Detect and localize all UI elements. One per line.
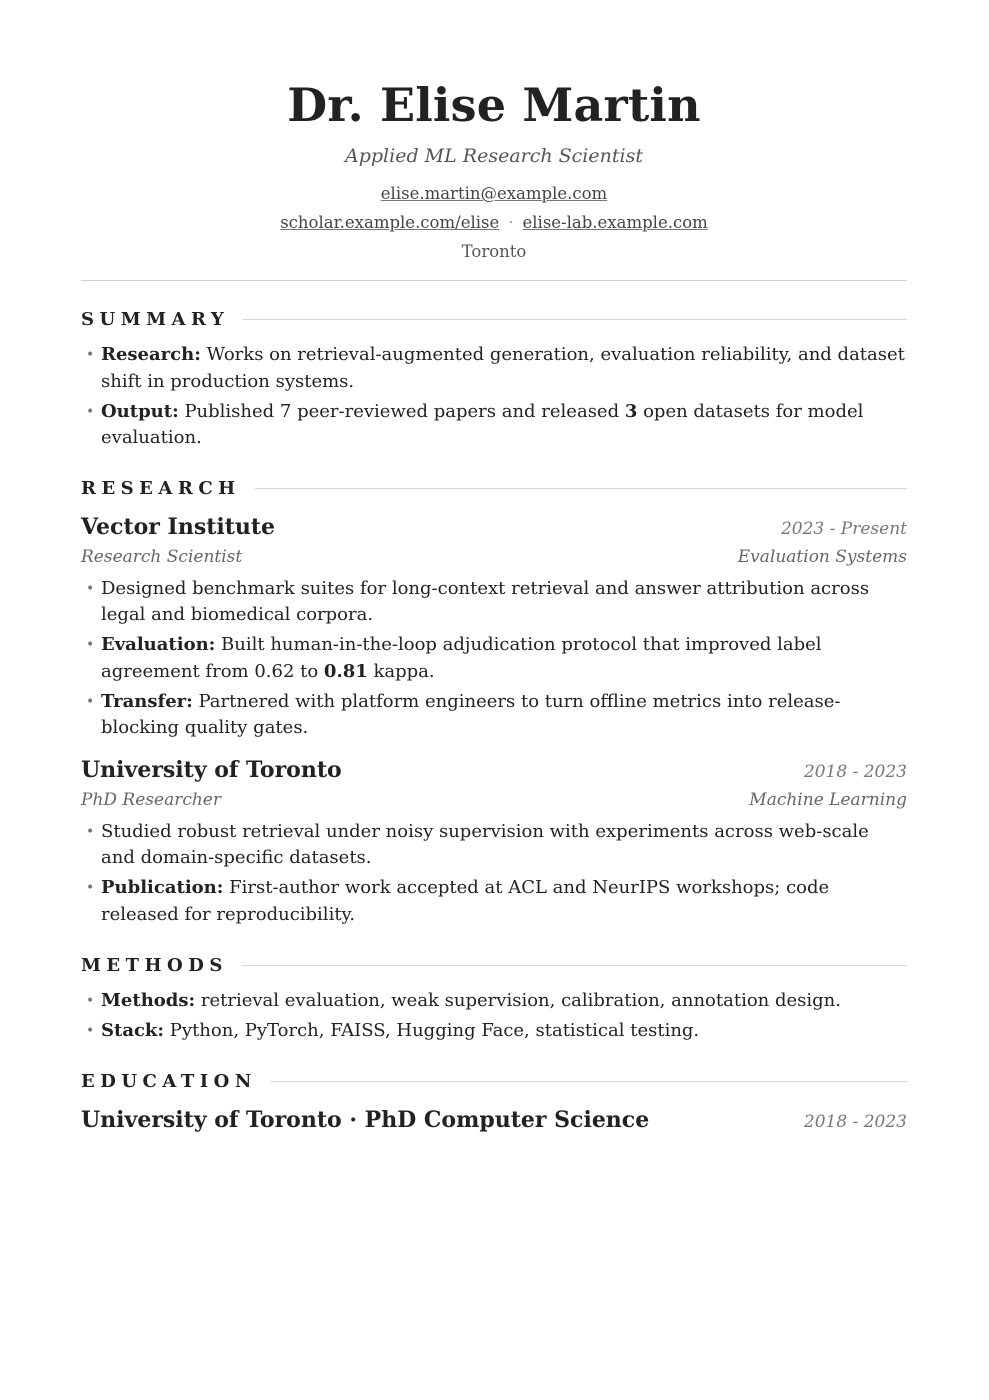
research-heading (81, 477, 907, 501)
summary-list (81, 342, 907, 452)
methods-list (81, 988, 907, 1045)
item-text: open datasets for model evaluation. (101, 400, 864, 448)
item-label: Publication: (101, 877, 224, 898)
list-item (81, 988, 907, 1015)
organization: University of Toronto (81, 756, 342, 783)
entry-dates: 2023 - Present (780, 518, 907, 539)
list-item (81, 632, 907, 685)
item-text: First-author work accepted at ACL and NeurIPS workshops; code released for reproducibility. (101, 877, 830, 925)
lab-site-link[interactable]: elise-lab.example.com (522, 213, 708, 232)
bullet-icon: • (86, 637, 95, 653)
item-highlight: 0.81 (323, 660, 368, 682)
education-entry (81, 1106, 907, 1134)
degree: University of Toronto · PhD Computer Science (81, 1106, 650, 1133)
role: PhD Researcher (81, 789, 221, 810)
section-title: METHODS (81, 954, 228, 976)
item-label: Methods: (101, 990, 196, 1011)
focus-area: Machine Learning (749, 789, 907, 810)
item-text: Designed benchmark suites for long-context retrieval and answer attribution across legal and biomedical corpora. (101, 577, 870, 625)
item-text: Python, PyTorch, FAISS, Hugging Face, statistical testing. (164, 1020, 700, 1041)
bullet-icon: • (86, 1023, 95, 1039)
list-item (81, 342, 907, 395)
item-label: Output: (101, 400, 179, 422)
item-text: Partnered with platform engineers to turn offline metrics into release-blocking quality gates. (101, 690, 841, 738)
list-item (81, 576, 907, 629)
entry-subheader (81, 788, 907, 812)
section-title: SUMMARY (81, 308, 230, 330)
item-label: Stack: (101, 1020, 165, 1041)
item-text: Built human-in-the-loop adjudication protocol that improved label agreement from 0.62 to (101, 634, 822, 682)
item-label: Transfer: (101, 690, 193, 712)
candidate-title: Applied ML Research Scientist (345, 145, 643, 167)
list-item (81, 875, 907, 928)
email-link[interactable]: elise.martin@example.com (380, 184, 608, 203)
item-text: Studied robust retrieval under noisy supervision with experiments across web-scale and domain-specific datasets. (101, 820, 869, 868)
focus-area: Evaluation Systems (737, 546, 907, 567)
item-highlight: 3 (624, 400, 638, 422)
location: Toronto (461, 242, 527, 261)
resume-header (81, 78, 907, 281)
section-divider (242, 965, 907, 966)
research-entry (81, 513, 907, 742)
entry-header (81, 513, 907, 541)
bullet-icon: • (86, 993, 95, 1009)
entry-dates: 2018 - 2023 (803, 761, 907, 782)
organization: Vector Institute (81, 513, 276, 540)
entry-subheader (81, 545, 907, 569)
research-section (81, 477, 907, 929)
scholar-link[interactable]: scholar.example.com/elise (280, 213, 500, 232)
item-label: Evaluation: (101, 634, 216, 655)
section-divider (243, 319, 907, 320)
summary-heading (81, 307, 907, 331)
entry-bullets (81, 576, 907, 742)
bullet-icon: • (86, 580, 95, 597)
item-text: retrieval evaluation, weak supervision, calibration, annotation design. (195, 990, 841, 1011)
item-text: kappa. (367, 660, 435, 682)
summary-section (81, 307, 907, 452)
contact-email-line (81, 179, 907, 208)
resume-page (81, 0, 907, 1134)
role: Research Scientist (81, 546, 243, 567)
list-item (81, 399, 907, 452)
list-item (81, 819, 907, 872)
item-label: Research: (101, 344, 201, 365)
list-item (81, 689, 907, 742)
section-title: EDUCATION (81, 1071, 257, 1092)
section-divider (255, 488, 907, 489)
methods-section (81, 953, 907, 1045)
bullet-icon: • (86, 880, 95, 896)
candidate-name: Dr. Elise Martin (287, 78, 701, 132)
header-divider (81, 280, 907, 281)
section-title: RESEARCH (81, 478, 241, 499)
bullet-icon: • (86, 823, 95, 840)
bullet-icon: • (86, 347, 95, 363)
item-text: Works on retrieval-augmented generation, evaluation reliability, and dataset shift in production systems. (101, 344, 905, 392)
list-item (81, 1018, 907, 1045)
contact-links-line (81, 208, 907, 237)
section-divider (271, 1081, 907, 1082)
research-entry (81, 756, 907, 929)
education-heading (81, 1070, 907, 1094)
bullet-icon: • (86, 403, 95, 420)
entry-dates: 2018 - 2023 (803, 1111, 907, 1132)
contact-separator: · (508, 213, 514, 232)
bullet-icon: • (86, 693, 95, 710)
entry-bullets (81, 819, 907, 929)
entry-header (81, 756, 907, 784)
methods-heading (81, 953, 907, 977)
education-section (81, 1070, 907, 1134)
item-text: Published 7 peer-reviewed papers and released (178, 400, 625, 422)
